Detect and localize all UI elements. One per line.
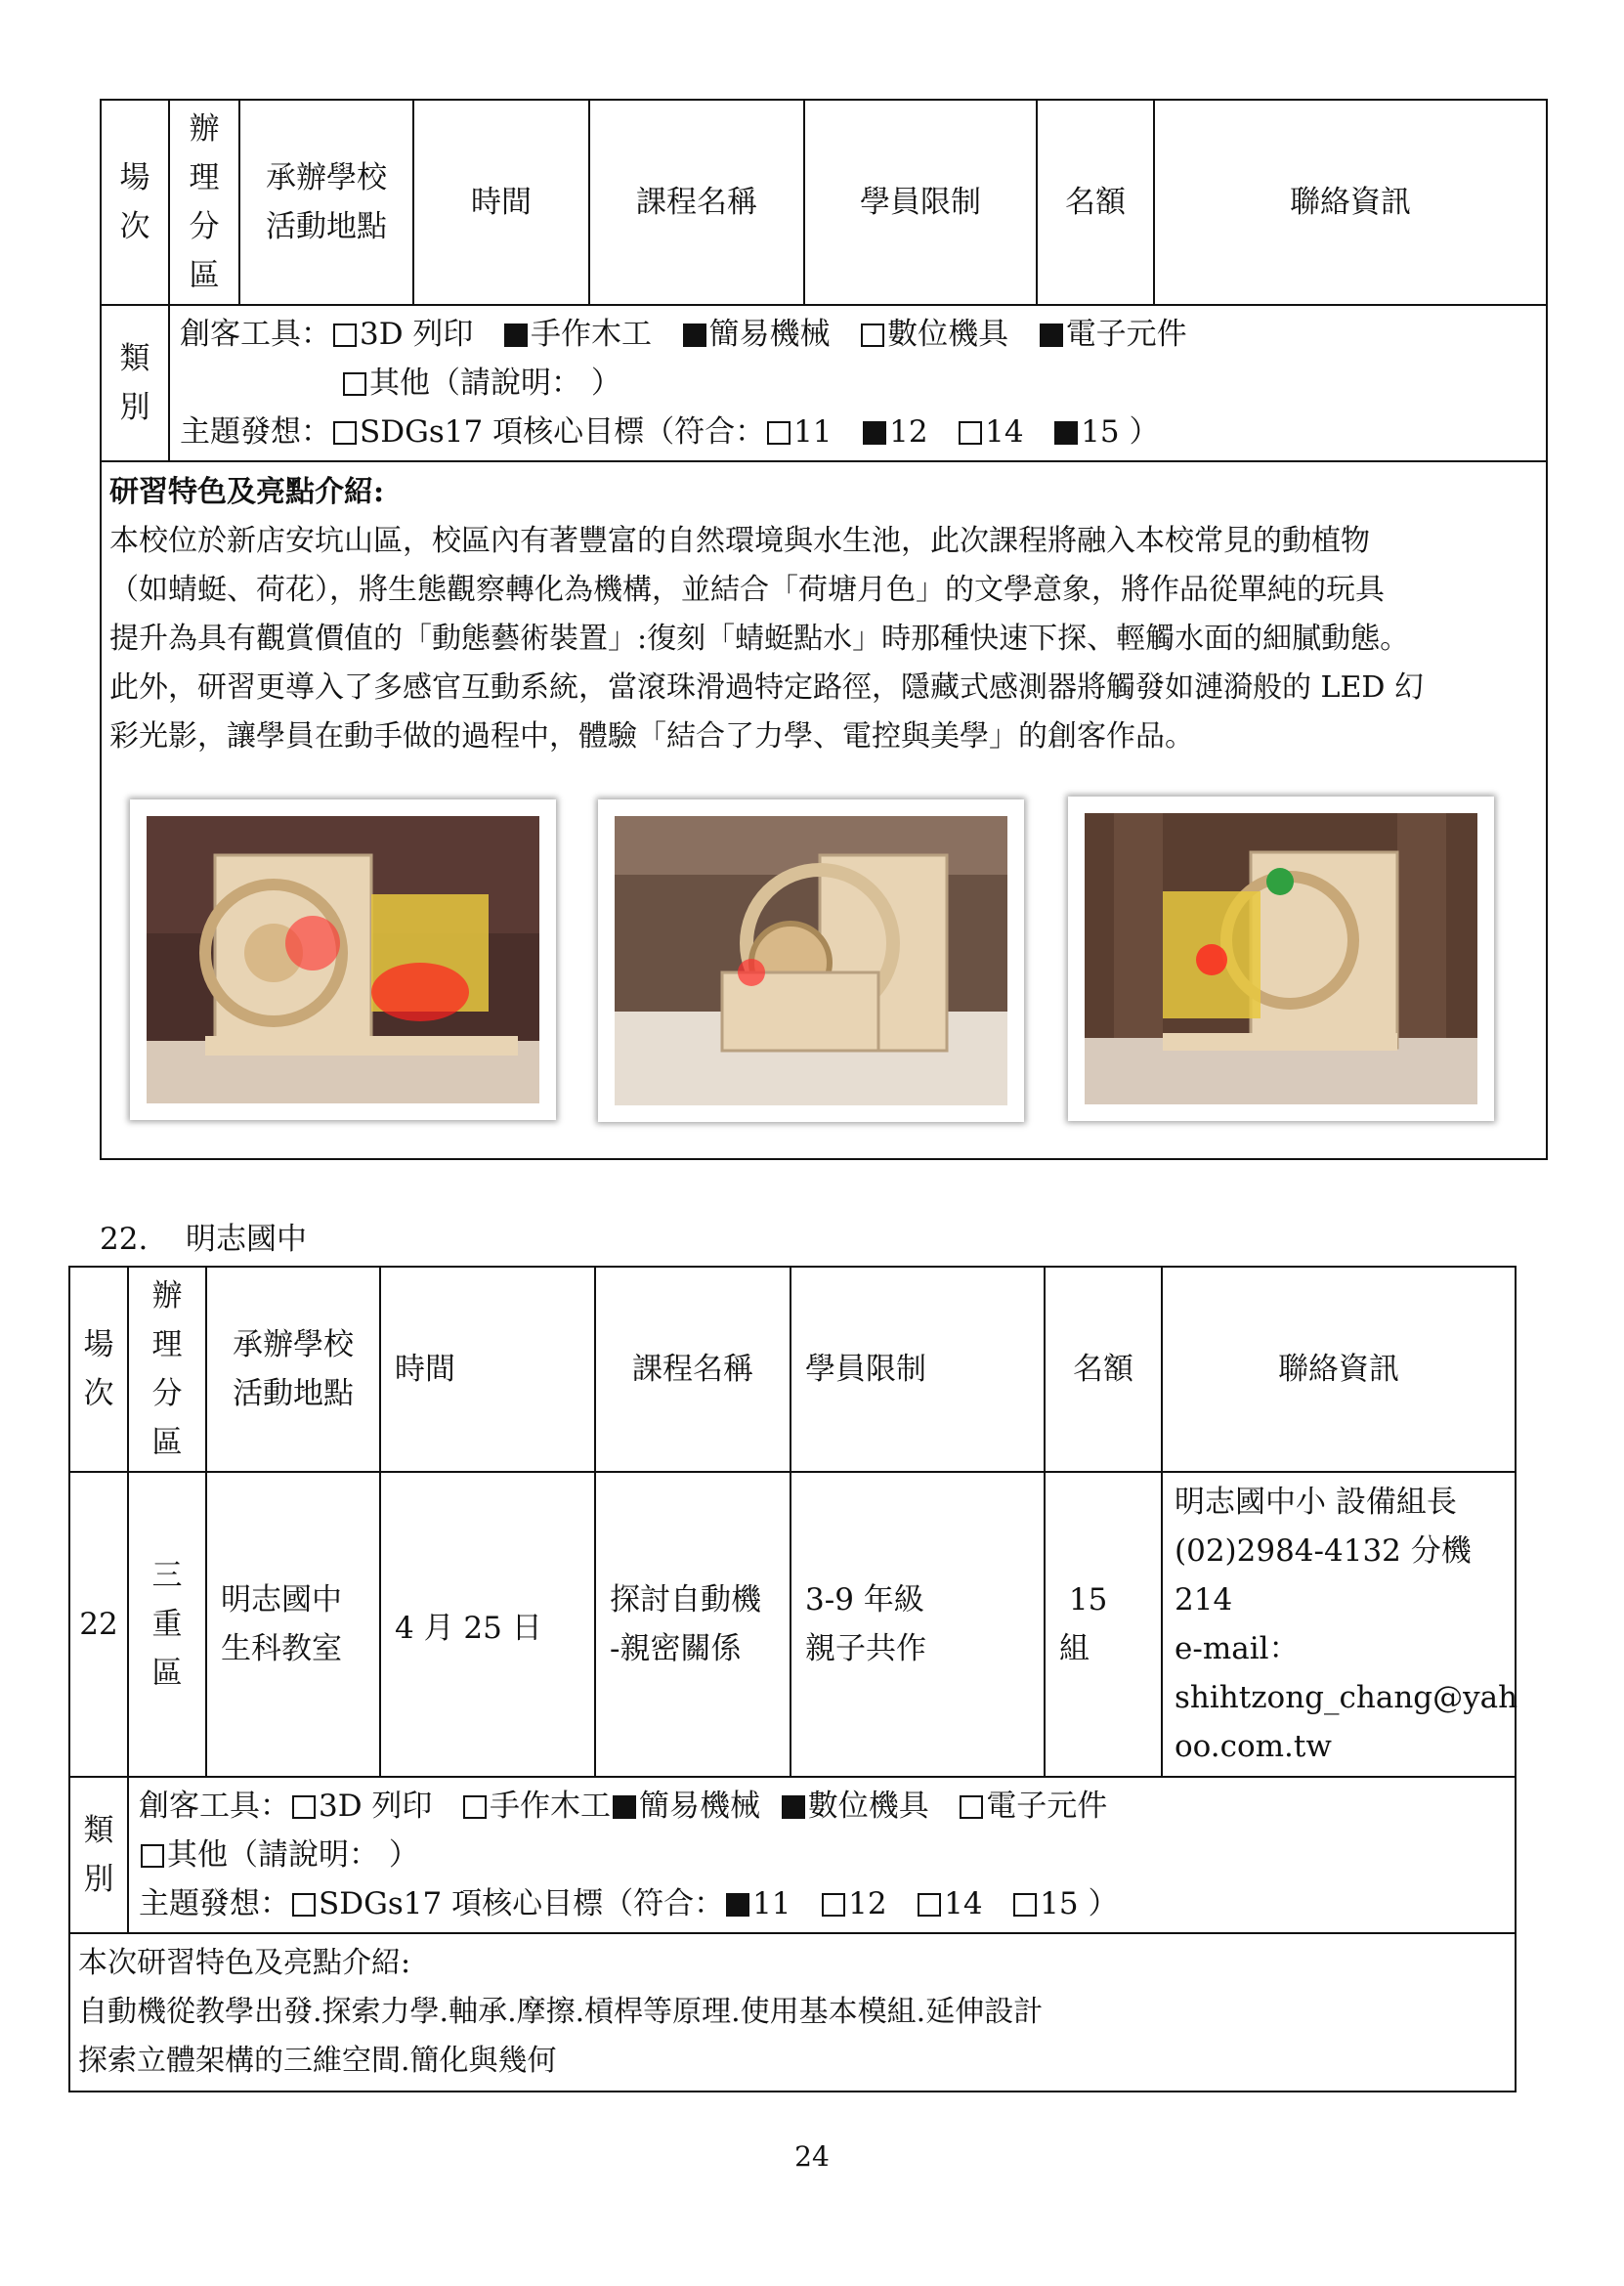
checkbox-sdg-12-2 [822,1893,845,1917]
header-contact: 聯絡資訊 [1154,100,1547,305]
header-course-name: 課程名稱 [589,100,804,305]
theme-line: 主題發想： SDGs17 項核心目標（符合： 11 12 14 15 ） [180,414,1160,450]
contact-line-2: (02)2984-4132 分機 [1175,1533,1472,1569]
photo-3 [1068,797,1494,1121]
other-line: 其他（請說明： ） [180,359,1546,408]
district-name: 三 重 區 [128,1472,206,1777]
checkbox-sdg-15-2 [1013,1893,1037,1917]
header-restriction: 學員限制 [804,100,1037,305]
contact-line-4: e-mail： [1175,1631,1300,1666]
features-cell-2 [69,1933,1516,2092]
checkbox-sdgs [333,421,357,445]
header-restriction-2: 學員限制 [791,1267,1045,1472]
checkbox-simple-machine-2 [613,1795,636,1819]
header-quota: 名額 [1037,100,1154,305]
school-location: 明志國中 生科教室 [206,1472,380,1777]
header-course-name-2: 課程名稱 [595,1267,791,1472]
header-school-location-2: 承辦學校 活動地點 [206,1267,380,1472]
features-line-2-2: 探索立體架構的三維空間.簡化與幾何 [78,2044,557,2078]
contact-info [1162,1472,1516,1777]
course-time: 4 月 25 日 [380,1472,595,1777]
contact-line-3: 214 [1175,1582,1233,1617]
section-school-name: 明志國中 [186,1222,307,1257]
schedule-table-2 [68,1266,1517,2092]
other-line-2: 其他（請說明： ） [139,1831,1515,1879]
checkbox-other-2 [141,1844,164,1868]
features-title-2: 本次研習特色及亮點介紹: [78,1946,411,1980]
maker-tools-line: 創客工具： 3D 列印 手作木工 簡易機械 數位機具 電子元件 [180,317,1187,352]
page-number: 24 [794,2140,830,2173]
checkbox-woodwork [504,323,528,347]
section-number: 22. [100,1222,149,1257]
header-contact-2: 聯絡資訊 [1162,1267,1516,1472]
features-line-5: 彩光影，讓學員在動手做的過程中，體驗「結合了力學、電控與美學」的創客作品。 [109,719,1194,754]
header-school-location: 承辦學校 活動地點 [239,100,413,305]
features-line-4: 此外，研習更導入了多感官互動系統，當滾珠滑過特定路徑，隱藏式感測器將觸發如漣漪般的 LED 幻 [109,670,1424,705]
checkbox-other [343,372,366,396]
quota-value: 15 組 [1045,1472,1162,1777]
checkbox-3d-print-2 [292,1795,316,1819]
contact-email-cont[interactable]: oo.com.tw [1175,1729,1332,1764]
checkbox-sdg-14 [959,421,982,445]
checkbox-sdg-11 [767,421,791,445]
category-label: 類 別 [101,305,169,461]
checkbox-digital-tools [861,323,884,347]
features-line-2: （如蜻蜓、荷花），將生態觀察轉化為機構，並結合「荷塘月色」的文學意象，將作品從單純的玩具 [109,573,1385,607]
header-district-2: 辦 理 分 區 [128,1267,206,1472]
checkbox-sdgs-2 [292,1893,316,1917]
maker-tools-line-2: 創客工具： 3D 列印 手作木工 簡易機械 數位機具 電子元件 [139,1789,1108,1824]
header-quota-2: 名額 [1045,1267,1162,1472]
header-time-2: 時間 [380,1267,595,1472]
features-line-3: 提升為具有觀賞價值的「動態藝術裝置」:復刻「蜻蜓點水」時那種快速下探、輕觸水面的細膩動態。 [109,622,1410,656]
features-line-2-1: 自動機從教學出發.探索力學.軸承.摩擦.槓桿等原理.使用基本模組.延伸設計 [78,1995,1044,2029]
checkbox-3d-print [333,323,357,347]
theme-line-2: 主題發想： SDGs17 項核心目標（符合： 11 12 14 15 ） [139,1886,1119,1921]
category-cell [169,305,1547,461]
student-restriction: 3-9 年級 親子共作 [791,1472,1045,1777]
photo-1 [130,799,556,1120]
session-number: 22 [69,1472,128,1777]
header-time: 時間 [413,100,589,305]
features-title: 研習特色及亮點介紹: [109,475,385,509]
checkbox-sdg-15 [1054,421,1078,445]
checkbox-sdg-14-2 [918,1893,941,1917]
features-line-1: 本校位於新店安坑山區，校區內有著豐富的自然環境與水生池，此次課程將融入本校常見的動植物 [109,524,1370,558]
contact-email[interactable]: shihtzong_chang@yah [1175,1680,1518,1715]
checkbox-digital-tools-2 [782,1795,805,1819]
photo-2 [598,799,1024,1122]
checkbox-woodwork-2 [463,1795,487,1819]
header-district: 辦 理 分 區 [169,100,239,305]
checkbox-sdg-12 [863,421,886,445]
checkbox-electronics-2 [960,1795,983,1819]
header-session-2: 場 次 [69,1267,128,1472]
category-cell-2 [128,1777,1516,1933]
category-label-2: 類 別 [69,1777,128,1933]
contact-line-1: 明志國中小 設備組長 [1175,1485,1457,1520]
course-name: 探討自動機 -親密關係 [595,1472,791,1777]
checkbox-sdg-11-2 [726,1893,749,1917]
checkbox-electronics [1040,323,1063,347]
checkbox-simple-machine [683,323,706,347]
header-session: 場 次 [101,100,169,305]
